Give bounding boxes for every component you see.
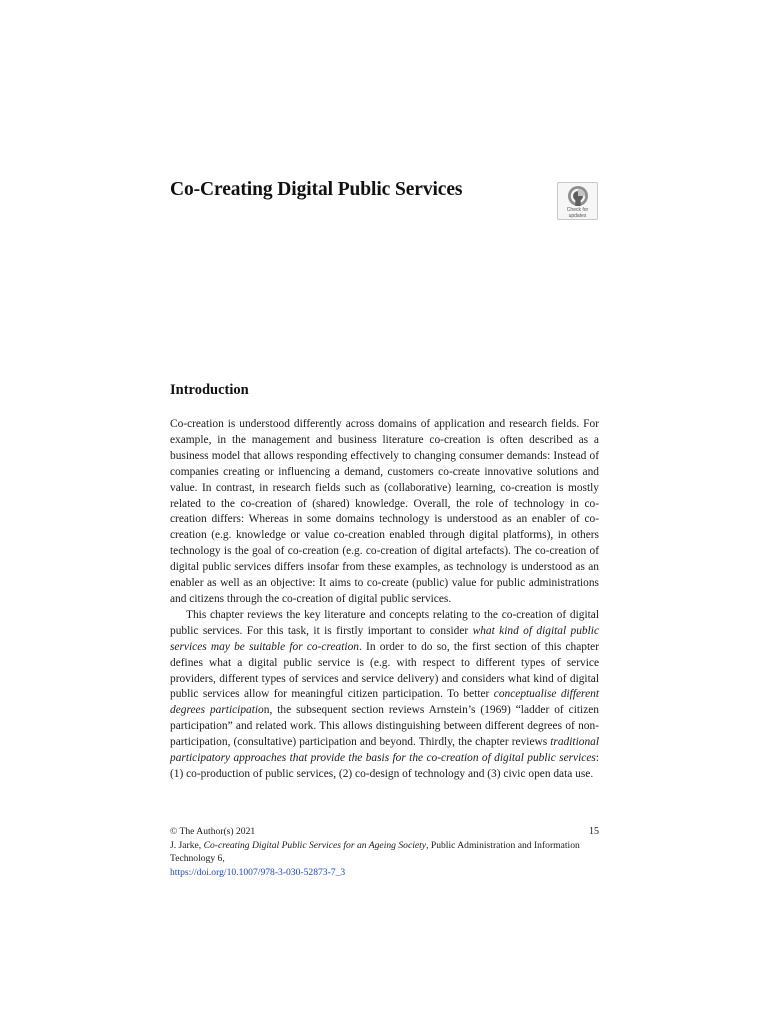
copyright-notice: © The Author(s) 2021 <box>170 826 256 837</box>
crossmark-label: Check for updates <box>566 207 589 219</box>
crossmark-icon <box>567 185 589 207</box>
citation-series: , Public Administration and Information Technology 6, <box>170 839 580 864</box>
paragraph-2-text-a: This chapter reviews the key literature and concepts relating to the co-creation of digital public services. For this task, it is firstly important to consider <box>170 608 599 637</box>
paragraph-2-emphasis-3: traditional participatory approaches that provide the basis for the co-creation of digital public services <box>170 736 599 765</box>
section-heading-introduction: Introduction <box>170 382 249 398</box>
paragraph-2-text-c: n, the subsequent section reviews Arnstein’s (1969) “ladder of citizen participation” and related work. This allows distinguishing between different degrees of non-participation, (consultative) participation and beyond. Thirdly, the chapter reviews <box>170 704 599 749</box>
chapter-title: Co-Creating Digital Public Services <box>170 179 463 200</box>
citation <box>170 839 599 866</box>
paragraph-2-text-d: : (1) co-production of public services, (2) co-design of technology and (3) civic open data use. <box>170 752 599 780</box>
page-number: 15 <box>589 826 599 837</box>
citation-book-title: Co-creating Digital Public Services for an Ageing Society <box>203 839 427 851</box>
page-footer <box>170 825 599 879</box>
paragraph-2-emphasis-2: conceptualise different degrees participatio <box>170 688 599 717</box>
paragraph-2-emphasis-1: what kind of digital public services may be suitable for co-creation <box>170 624 599 653</box>
check-for-updates-badge[interactable] <box>557 182 598 220</box>
paragraph-2 <box>170 608 599 783</box>
body-text <box>170 417 599 783</box>
paragraph-2-text-b: . In order to do so, the first section of this chapter defines what a digital public service is (e.g. with respect to different types of service providers, different types of services and service delivery) and considers what kind of digital public services allow for meaningful citizen participation. To better <box>170 640 599 701</box>
doi-link[interactable]: https://doi.org/10.1007/978-3-030-52873-7_3 <box>170 866 346 878</box>
paragraph-1: Co-creation is understood differently across domains of application and research fields. For example, in the management and business literature co-creation is often described as a business model that allows responding effectively to changing consumer demands: Instead of companies creating or influencing a demand, customers co-create innovative solutions and value. In contrast, in research fields such as (collaborative) learning, co-creation is mostly related to the co-creation of (shared) knowledge. Overall, the role of technology in co-creation differs: Whereas in some domains technology is understood as an enabler of co-creation (e.g. knowledge or value co-creation enabled through digital platforms), in others technology is the goal of co-creation (e.g. co-creation of digital artefacts). The co-creation of digital public services differs insofar from these examples, as technology is understood as an enabler as well as an objective: It aims to co-create (public) value for public administrations and citizens through the co-creation of digital public services. <box>170 418 599 605</box>
citation-author: J. Jarke, <box>170 839 204 851</box>
